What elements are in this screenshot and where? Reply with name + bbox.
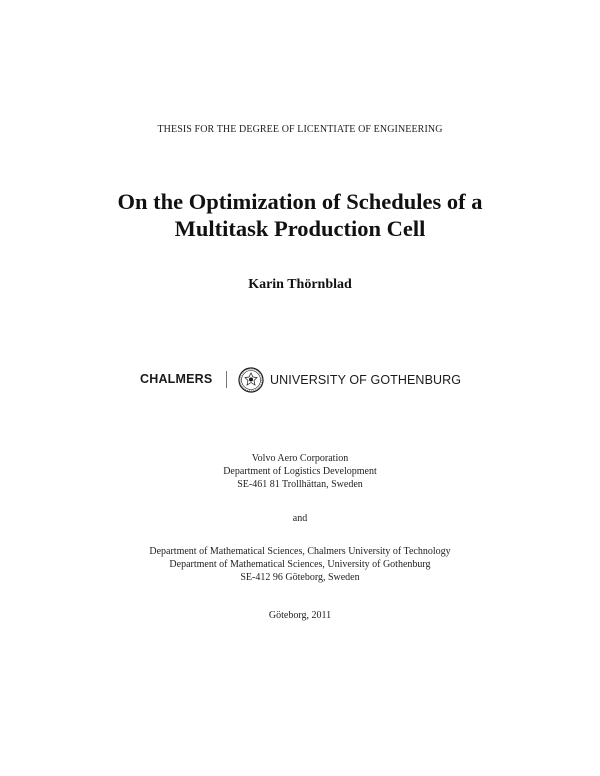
author-name: Karin Thörnblad: [248, 277, 352, 292]
affiliation-line: SE-461 81 Trollhättan, Sweden: [237, 479, 363, 490]
chalmers-logo: CHALMERS: [140, 372, 213, 386]
place-and-date: Göteborg, 2011: [268, 610, 332, 621]
affiliation-mathematics: [0, 545, 600, 584]
university-seal-icon: [238, 367, 264, 393]
affiliation-line: Department of Logistics Development: [223, 466, 377, 477]
affiliation-line: SE-412 96 Göteborg, Sweden: [240, 572, 360, 583]
title-line-2: Multitask Production Cell: [174, 216, 426, 241]
affiliation-line: Volvo Aero Corporation: [251, 453, 349, 464]
thesis-degree-line: THESIS FOR THE DEGREE OF LICENTIATE OF ENGINEERING: [157, 124, 443, 135]
affiliation-line: Department of Mathematical Sciences, University of Gothenburg: [169, 559, 431, 570]
and-separator: and: [292, 513, 308, 524]
university-logos: [0, 366, 600, 396]
gothenburg-logo-text: UNIVERSITY OF GOTHENBURG: [270, 373, 462, 387]
affiliation-volvo: [0, 452, 600, 491]
logo-divider: [226, 371, 227, 388]
title-line-1: On the Optimization of Schedules of a: [117, 189, 483, 214]
document-title: [0, 188, 600, 242]
affiliation-line: Department of Mathematical Sciences, Chalmers University of Technology: [149, 546, 451, 557]
